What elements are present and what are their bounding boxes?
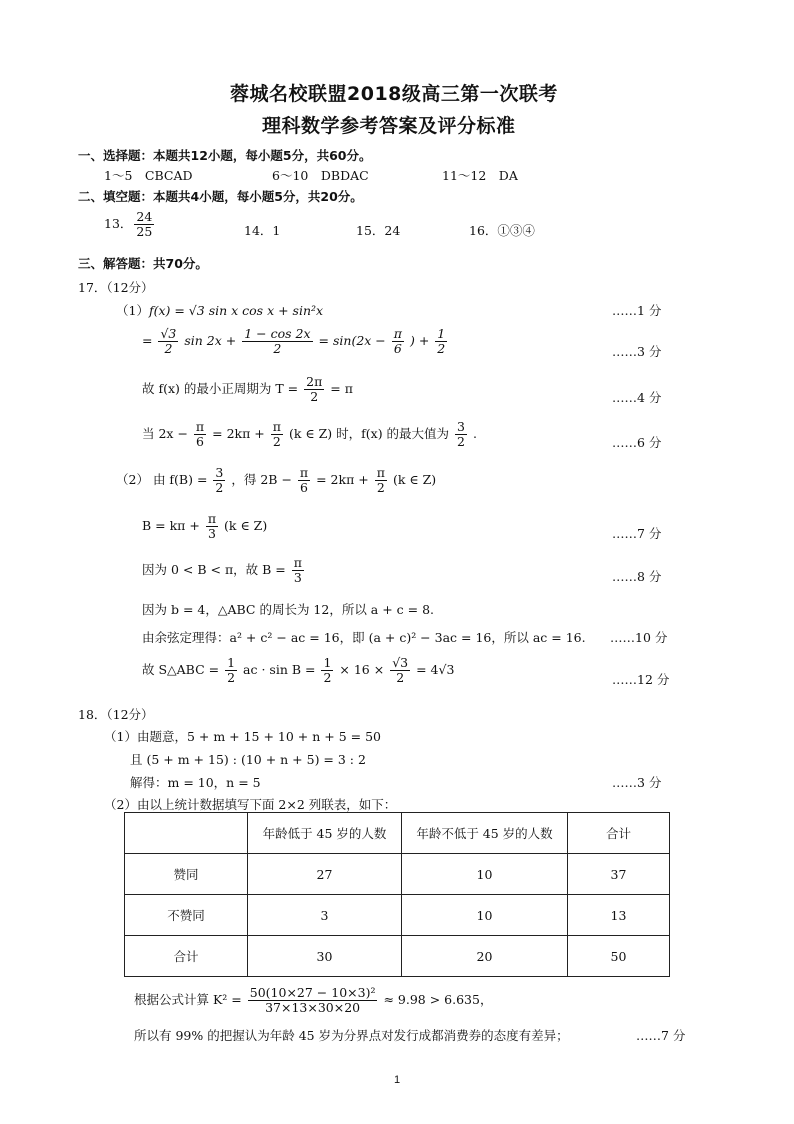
score-6: ……6 分 bbox=[612, 435, 662, 450]
title-line-1: 蓉城名校联盟2018级高三第一次联考 bbox=[230, 83, 558, 105]
part-label: （2） bbox=[116, 472, 149, 487]
table-row bbox=[125, 854, 670, 895]
title-line-2: 理科数学参考答案及评分标准 bbox=[262, 115, 516, 137]
math-text: = π bbox=[330, 381, 353, 396]
fraction: $\frac{1}{2}$ bbox=[323, 655, 332, 685]
fraction: $\frac{\pi}{3}$ bbox=[207, 511, 217, 541]
q18-line4: （2）由以上统计数据填写下面 2×2 列联表，如下： bbox=[104, 797, 397, 812]
question-17-heading: 17．（12分） bbox=[78, 280, 154, 295]
q17-part2-line5: 由余弦定理得：a² + c² − ac = 16，即 (a + c)² − 3ac = 16，所以 ac = 16. bbox=[142, 630, 586, 645]
table-row bbox=[125, 895, 670, 936]
table-header-cell: 年龄不低于 45 岁的人数 bbox=[402, 813, 568, 854]
math-text: ) + bbox=[409, 333, 430, 348]
fraction: $\frac{\pi}{2}$ bbox=[272, 419, 281, 449]
math-text: 故 S△ABC = bbox=[142, 662, 220, 677]
table-cell: 赞同 bbox=[125, 854, 248, 895]
table-cell: 37 bbox=[568, 854, 670, 895]
math-text: 当 2x − bbox=[142, 426, 188, 441]
answer-16: 16．①③④ bbox=[469, 223, 535, 238]
q17-part1-line2 bbox=[142, 327, 449, 356]
math-text: 故 f(x) 的最小正周期为 T = bbox=[142, 381, 299, 396]
math-text: = bbox=[142, 333, 153, 348]
section-3-heading: 三、解答题：共70分。 bbox=[78, 256, 208, 271]
math-text: = 2kπ + bbox=[212, 426, 265, 441]
math-text: = 4√3 bbox=[416, 662, 455, 677]
q18-k-formula bbox=[134, 986, 492, 1015]
table-header-row bbox=[125, 813, 670, 854]
math-text: = 2kπ + bbox=[316, 472, 369, 487]
fraction: $\frac{1}{2}$ bbox=[437, 326, 446, 356]
answer-14: 14．1 bbox=[244, 223, 281, 238]
math-text: . bbox=[472, 426, 477, 441]
table-cell: 27 bbox=[248, 854, 402, 895]
fraction: $\frac{√3}{2}$ bbox=[392, 655, 409, 685]
math-text: ≈ 9.98 > 6.635， bbox=[383, 992, 493, 1007]
math-text: ，得 2B − bbox=[231, 472, 292, 487]
q17-part1-line4 bbox=[142, 420, 477, 449]
fraction: $\frac{2\pi}{2}$ bbox=[306, 374, 323, 404]
question-18-heading: 18．（12分） bbox=[78, 707, 154, 722]
answer-13-label: 13． bbox=[104, 216, 133, 231]
page-number: 1 bbox=[394, 1074, 401, 1086]
score-18-3: ……3 分 bbox=[612, 775, 662, 790]
score-4: ……4 分 bbox=[612, 390, 662, 405]
score-10: ……10 分 bbox=[610, 630, 668, 645]
q17-part2-line2 bbox=[142, 512, 267, 541]
table-cell: 10 bbox=[402, 854, 568, 895]
math-text: ac · sin B = bbox=[243, 662, 316, 677]
fraction: $\frac{\pi}{6}$ bbox=[393, 326, 402, 356]
q17-part2-line3 bbox=[142, 556, 306, 585]
table-cell: 10 bbox=[402, 895, 568, 936]
fraction: $\frac{24}{25}$ bbox=[136, 209, 153, 239]
fraction: $\frac{\pi}{6}$ bbox=[195, 419, 205, 449]
score-1: ……1 分 bbox=[612, 303, 662, 318]
q17-part2-line1 bbox=[116, 466, 436, 495]
table-cell: 20 bbox=[402, 936, 568, 977]
table-cell: 50 bbox=[568, 936, 670, 977]
q17-part2-line6 bbox=[142, 656, 454, 685]
table-cell bbox=[125, 813, 248, 854]
table-header-cell: 年龄低于 45 岁的人数 bbox=[248, 813, 402, 854]
table-row bbox=[125, 936, 670, 977]
fraction: $\frac{\pi}{3}$ bbox=[293, 555, 302, 585]
fraction: $\frac{1 - \cos 2x}{2}$ bbox=[244, 326, 311, 356]
fraction: $\frac{√3}{2}$ bbox=[160, 326, 177, 356]
math-text: B = kπ + bbox=[142, 518, 200, 533]
answers-11-12: 11～12 DA bbox=[442, 168, 518, 183]
math-text: × 16 × bbox=[339, 662, 385, 677]
math-text: 由 f(B) = bbox=[152, 472, 208, 487]
q17-part1-line3 bbox=[142, 375, 353, 404]
q18-line3: 解得：m = 10，n = 5 bbox=[130, 775, 261, 790]
math-expression: f(x) = √3 sin x cos x + sin²x bbox=[148, 303, 324, 318]
q18-conclusion: 所以有 99% 的把握认为年龄 45 岁为分界点对发行成都消费券的态度有差异； bbox=[134, 1028, 569, 1043]
math-text: (k ∈ Z) 时，f(x) 的最大值为 bbox=[288, 426, 450, 441]
q17-part1-line1 bbox=[116, 301, 323, 319]
math-text: 根据公式计算 K² = bbox=[134, 992, 242, 1007]
fraction: $\frac{\pi}{6}$ bbox=[299, 465, 309, 495]
answer-13 bbox=[104, 210, 156, 239]
score-3: ……3 分 bbox=[612, 344, 662, 359]
fraction: $\frac{\text{50(10×27 − 10×3)²}}{37\times 13\times 30\times 20}$ bbox=[249, 985, 376, 1015]
fraction: $\frac{3}{2}$ bbox=[215, 465, 224, 495]
answers-6-10: 6～10 DBDAC bbox=[272, 168, 369, 183]
q18-line2: 且 (5 + m + 15) : (10 + n + 5) = 3 : 2 bbox=[130, 752, 366, 767]
fraction: $\frac{3}{2}$ bbox=[457, 419, 465, 449]
table-cell: 合计 bbox=[125, 936, 248, 977]
section-1-heading: 一、选择题：本题共12小题，每小题5分，共60分。 bbox=[78, 148, 372, 163]
q18-line1: （1）由题意，5 + m + 15 + 10 + n + 5 = 50 bbox=[104, 729, 382, 744]
contingency-table bbox=[124, 812, 670, 977]
answers-1-5: 1～5 CBCAD bbox=[104, 168, 193, 183]
section-2-heading: 二、填空题：本题共4小题，每小题5分，共20分。 bbox=[78, 189, 363, 204]
score-7: ……7 分 bbox=[612, 526, 662, 541]
math-text: sin 2x + bbox=[184, 333, 237, 348]
table-cell: 13 bbox=[568, 895, 670, 936]
math-text: 因为 0 < B < π，故 B = bbox=[142, 562, 286, 577]
math-text: (k ∈ Z) bbox=[392, 472, 437, 487]
part-label: （1） bbox=[116, 303, 149, 318]
table-header-cell: 合计 bbox=[568, 813, 670, 854]
fraction: $\frac{\pi}{2}$ bbox=[376, 465, 385, 495]
math-text: = sin(2x − bbox=[318, 333, 386, 348]
table-cell: 不赞同 bbox=[125, 895, 248, 936]
math-text: (k ∈ Z) bbox=[224, 518, 268, 533]
score-8: ……8 分 bbox=[612, 569, 662, 584]
answer-15: 15．24 bbox=[356, 223, 401, 238]
fraction: $\frac{1}{2}$ bbox=[227, 655, 236, 685]
score-12: ……12 分 bbox=[612, 672, 670, 687]
table-cell: 3 bbox=[248, 895, 402, 936]
q17-part2-line4: 因为 b = 4，△ABC 的周长为 12，所以 a + c = 8. bbox=[142, 602, 435, 617]
table-cell: 30 bbox=[248, 936, 402, 977]
score-18-7: ……7 分 bbox=[636, 1028, 686, 1043]
